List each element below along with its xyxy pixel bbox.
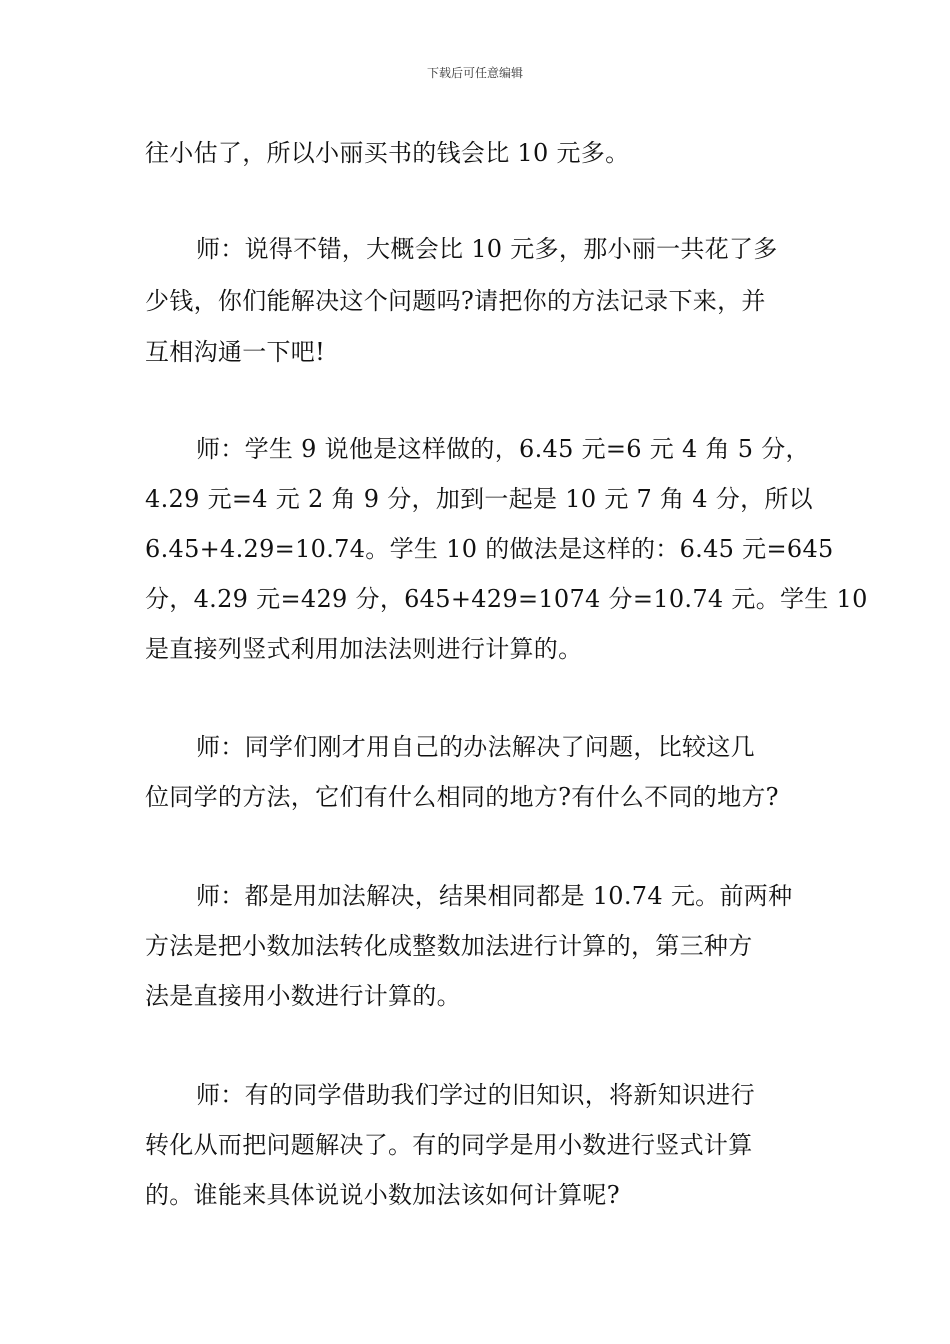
text-line: 6.45+4.29=10.74。学生 10 的做法是这样的：6.45 元=645 — [145, 535, 834, 563]
text-line: 方法是把小数加法转化成整数加法进行计算的，第三种方 — [145, 932, 753, 960]
text-line: 师：同学们刚才用自己的办法解决了问题，比较这几 — [196, 733, 755, 761]
text-line: 师：学生 9 说他是这样做的，6.45 元=6 元 4 角 5 分， — [196, 435, 810, 463]
text-line: 的。谁能来具体说说小数加法该如何计算呢? — [145, 1181, 620, 1209]
page-header: 下载后可任意编辑 — [426, 66, 523, 80]
text-line: 转化从而把问题解决了。有的同学是用小数进行竖式计算 — [145, 1131, 753, 1159]
text-line: 师：都是用加法解决，结果相同都是 10.74 元。前两种 — [196, 882, 793, 910]
text-line: 师：有的同学借助我们学过的旧知识，将新知识进行 — [196, 1081, 755, 1109]
text-line: 师：说得不错，大概会比 10 元多，那小丽一共花了多 — [196, 235, 778, 263]
text-line: 少钱，你们能解决这个问题吗?请把你的方法记录下来，并 — [145, 287, 766, 315]
text-line: 法是直接用小数进行计算的。 — [145, 982, 461, 1010]
text-line: 4.29 元=4 元 2 角 9 分，加到一起是 10 元 7 角 4 分，所以 — [145, 485, 813, 513]
text-line: 互相沟通一下吧! — [145, 338, 326, 366]
text-line: 往小估了，所以小丽买书的钱会比 10 元多。 — [145, 139, 630, 167]
text-line: 分，4.29 元=429 分，645+429=1074 分=10.74 元。学生 10 — [145, 585, 868, 613]
text-line: 是直接列竖式利用加法法则进行计算的。 — [145, 635, 583, 663]
text-line: 位同学的方法，它们有什么相同的地方?有什么不同的地方? — [145, 783, 779, 811]
